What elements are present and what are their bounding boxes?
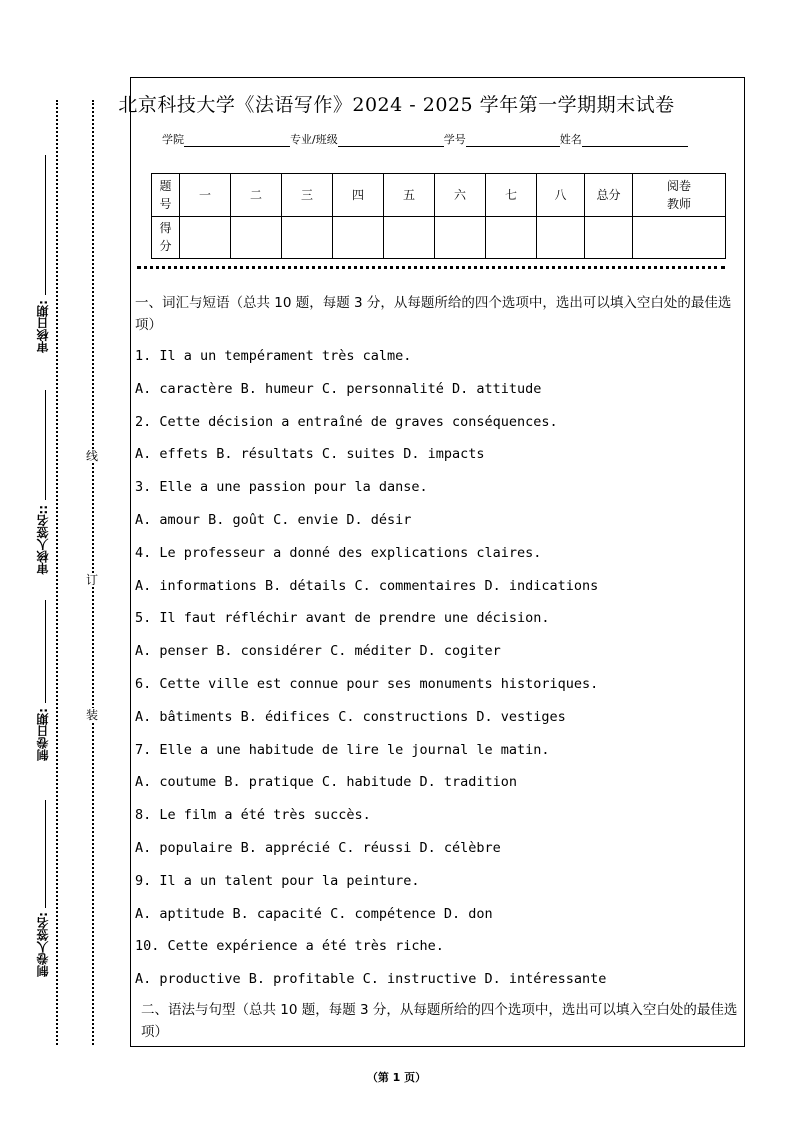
score-col-7: 七 — [486, 174, 537, 217]
name-label: 姓名 — [559, 133, 582, 146]
grader-label: 阅卷 教师 — [633, 174, 726, 217]
exam-content — [135, 292, 741, 1043]
question-line: 10. Cette expérience a été très riche. — [135, 938, 444, 955]
question-line: 6. Cette ville est connue pour ses monuments historiques. — [135, 675, 599, 692]
name-field[interactable] — [582, 134, 688, 147]
grader-cell[interactable] — [633, 216, 726, 259]
options-line: A. penser B. considérer C. méditer D. cogiter — [135, 643, 501, 660]
score-cell-total[interactable] — [585, 216, 633, 259]
score-cell-3[interactable] — [282, 216, 333, 259]
score-cell-2[interactable] — [231, 216, 282, 259]
question-line: 1. Il a un tempérament très calme. — [135, 348, 412, 364]
exam-title: 北京科技大学《法语写作》2024 - 2025 学年第一学期期末试卷 — [118, 94, 675, 116]
score-col-6: 六 — [435, 174, 486, 217]
options-line: A. populaire B. apprécié C. réussi D. célèbre — [135, 839, 501, 856]
question-line: 4. Le professeur a donné des explications claires. — [135, 544, 542, 561]
options-line: A. coutume B. pratique C. habitude D. tradition — [135, 774, 518, 791]
score-col-3: 三 — [282, 174, 333, 217]
score-table-header-row — [152, 174, 726, 217]
options-line: A. amour B. goût C. envie D. désir — [135, 511, 412, 528]
score-cell-6[interactable] — [435, 216, 486, 259]
score-cell-8[interactable] — [537, 216, 585, 259]
score-cell-1[interactable] — [180, 216, 231, 259]
maker-date-label: 制卷日期: — [36, 708, 50, 761]
student-id-label: 学号 — [443, 133, 466, 146]
options-line: A. caractère B. humeur C. personnalité D. attitude — [135, 380, 542, 397]
question-line: 8. Le film a été très succès. — [135, 807, 371, 824]
question-line: 5. Il faut réfléchir avant de prendre une décision. — [135, 610, 550, 627]
score-cell-5[interactable] — [384, 216, 435, 259]
score-col-8: 八 — [537, 174, 585, 217]
score-col-4: 四 — [333, 174, 384, 217]
question-line: 3. Elle a une passion pour la danse. — [135, 479, 428, 496]
binding-char-line: 线 — [85, 449, 98, 463]
header-separator — [137, 266, 725, 269]
major-label: 专业/班级 — [290, 133, 338, 146]
reviewer-sign-label: 审核人签名:: — [36, 505, 50, 575]
binding-char-order: 订 — [85, 573, 98, 587]
maker-sign-blank — [45, 800, 46, 908]
question-line: 2. Cette décision a entraîné de graves conséquences. — [135, 413, 558, 430]
student-info-row — [162, 131, 688, 147]
question-number-label: 题 号 — [152, 174, 180, 217]
binding-dotted-line-outer — [56, 100, 58, 1045]
reviewer-date-label: 审核日期: — [36, 300, 50, 353]
page-number: （第 1 页） — [366, 1071, 427, 1084]
school-label: 学院 — [162, 133, 184, 146]
score-col-2: 二 — [231, 174, 282, 217]
school-field[interactable] — [184, 134, 290, 147]
reviewer-date-blank — [45, 155, 46, 295]
score-col-total: 总分 — [585, 174, 633, 217]
score-table — [151, 173, 726, 259]
options-line: A. informations B. détails C. commentaires D. indications — [135, 577, 599, 594]
maker-sign-label: 制卷人签名: — [36, 912, 50, 977]
score-col-1: 一 — [180, 174, 231, 217]
student-id-field[interactable] — [466, 134, 560, 147]
score-label: 得 分 — [152, 216, 180, 259]
score-table-score-row — [152, 216, 726, 259]
maker-date-blank — [45, 600, 46, 703]
question-line: 7. Elle a une habitude de lire le journal le matin. — [135, 741, 550, 758]
score-col-5: 五 — [384, 174, 435, 217]
options-line: A. bâtiments B. édifices C. constructions D. vestiges — [135, 708, 566, 725]
options-line: A. aptitude B. capacité C. compétence D. don — [135, 905, 493, 922]
question-line: 9. Il a un talent pour la peinture. — [135, 872, 420, 889]
major-field[interactable] — [338, 134, 444, 147]
options-line: A. effets B. résultats C. suites D. impacts — [135, 446, 485, 463]
score-cell-4[interactable] — [333, 216, 384, 259]
binding-char-bind: 装 — [85, 708, 98, 722]
reviewer-sign-blank — [45, 390, 46, 500]
section1-heading: 一、词汇与短语（总共 10 题，每题 3 分，从每题所给的四个选项中，选出可以填入空白处的最佳选项） — [135, 295, 732, 333]
options-line: A. productive B. profitable C. instructive D. intéressante — [135, 971, 607, 988]
section2-heading: 二、语法与句型（总共 10 题，每题 3 分，从每题所给的四个选项中，选出可以填入空白处的最佳选项） — [141, 1002, 738, 1041]
score-cell-7[interactable] — [486, 216, 537, 259]
